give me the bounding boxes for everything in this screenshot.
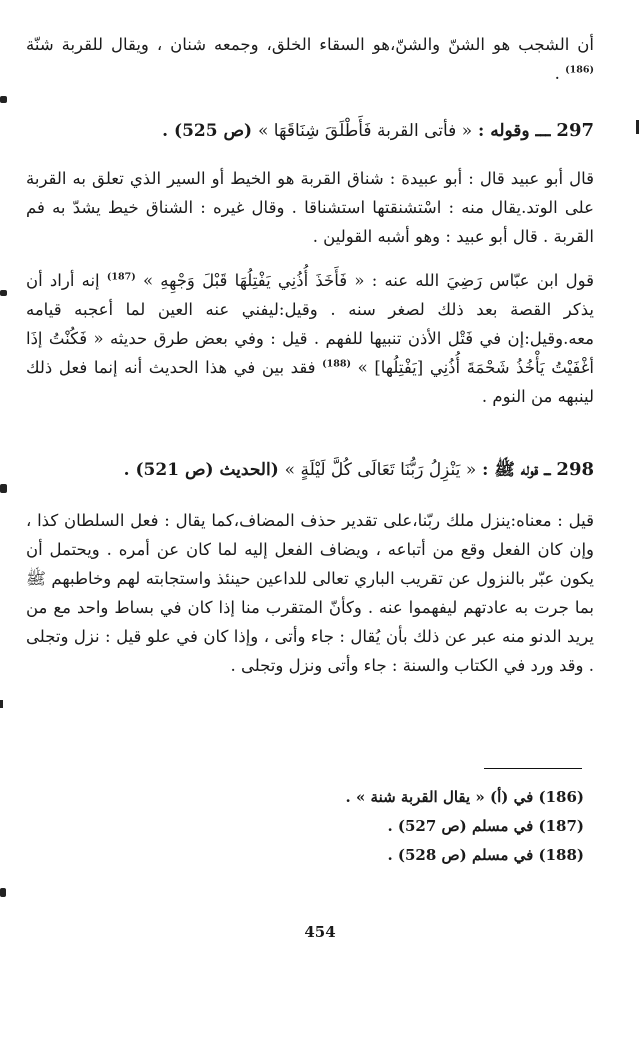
item-number: 297 <box>556 120 594 141</box>
scan-mark <box>0 484 7 493</box>
scan-mark <box>0 290 7 296</box>
paragraph-intro: أن الشجب هو الشنّ والشنّ،هو السقاء الخلق، وجمعه شنان ، ويقال للقربة شنّة $^{(186)}$ . <box>26 35 594 83</box>
heading-297: 297 ـــ وقوله : « فأتى القربة فَأَطْلَقَ شِنَاقَهَا » (ص 525) . <box>162 120 594 141</box>
scan-mark <box>0 888 6 897</box>
heading-298: 298 ـــ قوله ﷺ : « يَنْزِلُ رَبُّنَا تَعَالَى كُلَّ لَيْلَةٍ » (الحديث (ص 521) . <box>123 459 594 480</box>
footnote-187: (187) في مسلم (ص 527) . <box>387 817 584 835</box>
scan-mark <box>0 96 7 103</box>
footnote-188: (188) في مسلم (ص 528) . <box>387 846 584 864</box>
paragraph-ibn-abbas: قول ابن عبّاس رَضِيَ الله عنه : « فَأَخَذَ أُذُنِي يَفْتِلُهَا قَبْلَ وَجْهِهِ » $^{(187)}$ إنه أراد أن يذكر القصة بعد ذلك لصغر سنه . وقيل:ليفني عنه العين لما أعجبه قيامه معه.وقيل:إن في فَتْل الأذن تنبيها للفهم . قيل : وفي بعض طرق حديثه « فَكُنْتُ إذَا أغْفَيْتُ يَأْخُذُ شَحْمَةَ أُذُنِي [يَفْتِلُها] » $^{(188)}$ فقد بين في هذا الحديث أنه إنما فعل ذلك لينبهه من النوم . <box>26 271 594 406</box>
scan-mark <box>636 120 639 134</box>
item-number: 298 <box>556 459 594 480</box>
footnote-186: (186) في (أ) « يقال القربة شنة » . <box>345 788 584 806</box>
footnote-ref-186: (186) <box>565 64 594 76</box>
paragraph-abu-ubayd: قال أبو عبيد قال : أبو عبيدة : شناق القربة هو الخيط أو السير الذي تعلق به القربة على الوتد.يقال منه : اسْتشنقتها استشناقا . وقال غيره : الشناق خيط يشدّ به فم القربة . قال أبو عبيد : وهو أشبه القولين . <box>26 169 594 246</box>
footnote-divider <box>484 768 582 769</box>
footnote-ref-187: (187) <box>106 271 136 283</box>
page-number: 454 <box>304 923 336 941</box>
footnote-ref-188: (188) <box>322 358 352 370</box>
paragraph-nuzul: قيل : معناه:ينزل ملك ربّنا،على تقدير حذف المضاف،كما يقال : فعل السلطان كذا ، وإن كان الفعل وقع من أتباعه ، ويضاف الفعل إليه لما كان عن أمره . ويحتمل أن يكون عبّر بالنزول عن تقريب الباري تعالى للداعين حينئذ واستجابته لهم وخاطبهم ﷺ بما جرت به عادتهم ليفهموا عنه . وكأنّ المتقرب منا إذا كان في بساط واحد مع من يريد الدنو منه عبر عن ذلك بأن يُقال : جاء وأتى ، وإذا كان في علو قيل : نزل وتجلى . وقد ورد في الكتاب والسنة : جاء وأتى ونزل وتجلى . <box>26 511 594 675</box>
scan-mark <box>0 700 3 708</box>
